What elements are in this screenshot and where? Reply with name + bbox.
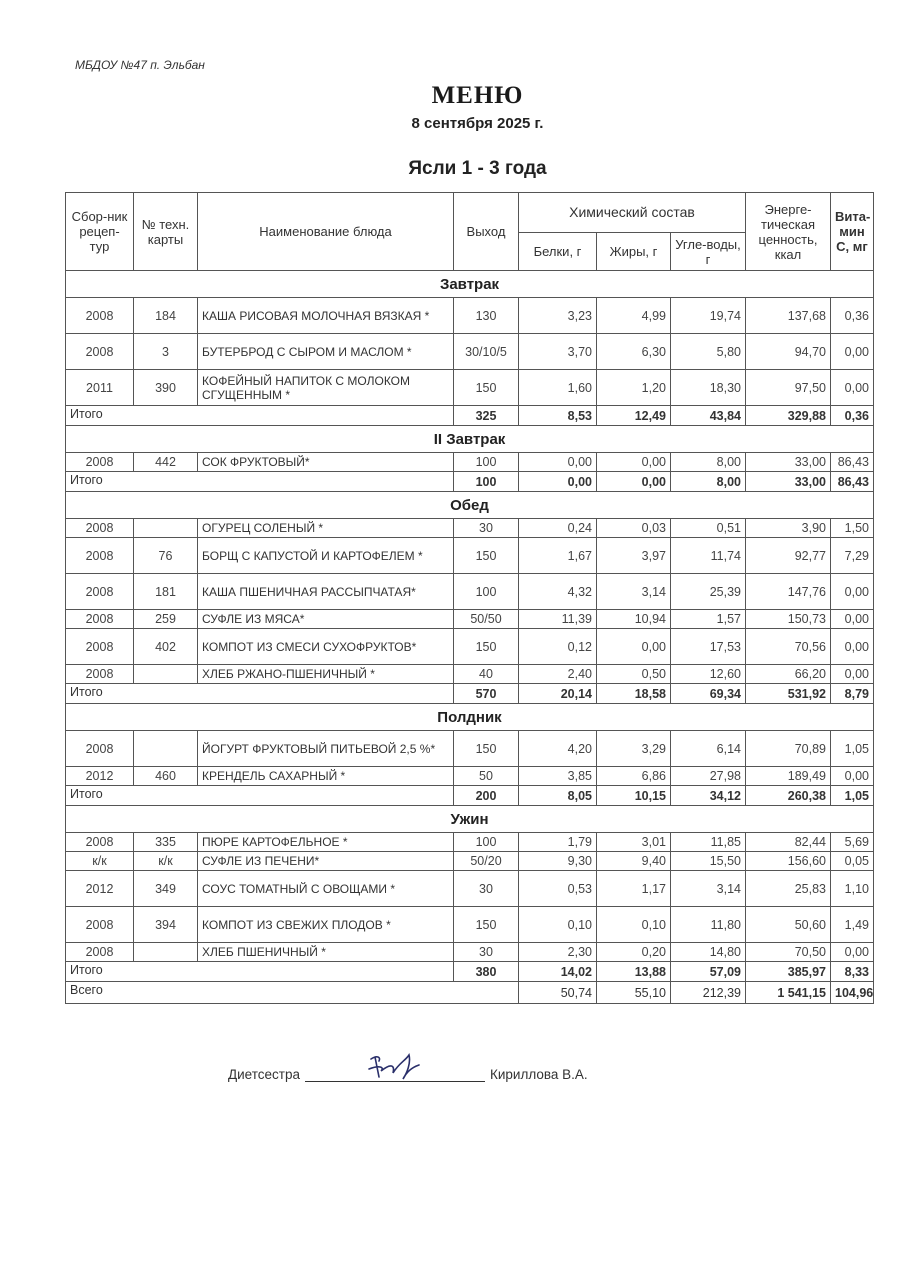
carbs-cell: 6,14 [671,731,746,767]
signature-line [305,1067,485,1082]
card-no-cell: 335 [134,833,198,852]
total-label: Итого [66,406,454,426]
proteins-cell: 9,30 [519,852,597,871]
total-energy: 531,92 [746,684,831,704]
energy-cell: 33,00 [746,453,831,472]
carbs-cell: 1,57 [671,610,746,629]
dish-row [66,907,874,943]
carbs-cell: 11,85 [671,833,746,852]
vitamin-c-cell: 0,00 [831,665,874,684]
energy-cell: 137,68 [746,298,831,334]
vitamin-c-cell: 0,00 [831,574,874,610]
energy-cell: 189,49 [746,767,831,786]
document-title: МЕНЮ [431,82,524,109]
fats-cell: 3,97 [597,538,671,574]
total-carbs: 34,12 [671,786,746,806]
collection-cell: 2011 [66,370,134,406]
total-proteins: 20,14 [519,684,597,704]
carbs-cell: 14,80 [671,943,746,962]
collection-cell: 2008 [66,334,134,370]
dish-row [66,767,874,786]
energy-cell: 70,89 [746,731,831,767]
output-cell: 100 [454,453,519,472]
output-cell: 150 [454,538,519,574]
card-no-cell: 390 [134,370,198,406]
fats-cell: 3,01 [597,833,671,852]
card-no-cell [134,519,198,538]
menu-table [65,192,874,1004]
grand-total-carbs: 212,39 [671,982,746,1004]
output-cell: 50/20 [454,852,519,871]
vitamin-c-cell: 0,00 [831,334,874,370]
carbs-cell: 19,74 [671,298,746,334]
total-energy: 260,38 [746,786,831,806]
section-total-row [66,406,874,426]
fats-cell: 4,99 [597,298,671,334]
vitamin-c-cell: 0,00 [831,610,874,629]
organization-name: МБДОУ №47 п. Эльбан [75,58,205,72]
vitamin-c-cell: 7,29 [831,538,874,574]
col-carbs: Угле-воды, г [671,233,746,271]
dish-row [66,370,874,406]
col-vitamin-c: Вита-мин С, мг [831,193,874,271]
dish-name-cell: СОК ФРУКТОВЫЙ* [198,453,454,472]
carbs-cell: 15,50 [671,852,746,871]
collection-cell: 2008 [66,833,134,852]
total-energy: 385,97 [746,962,831,982]
energy-cell: 70,56 [746,629,831,665]
table-header [66,193,874,271]
proteins-cell: 3,70 [519,334,597,370]
total-output: 200 [454,786,519,806]
col-output: Выход [454,193,519,271]
collection-cell: 2008 [66,907,134,943]
col-chem-composition: Химический состав [519,193,746,233]
dish-name-cell: ЙОГУРТ ФРУКТОВЫЙ ПИТЬЕВОЙ 2,5 %* [198,731,454,767]
proteins-cell: 0,24 [519,519,597,538]
dish-name-cell: СОУС ТОМАТНЫЙ С ОВОЩАМИ * [198,871,454,907]
output-cell: 40 [454,665,519,684]
proteins-cell: 11,39 [519,610,597,629]
card-no-cell: к/к [134,852,198,871]
proteins-cell: 2,40 [519,665,597,684]
dish-row [66,665,874,684]
output-cell: 150 [454,370,519,406]
card-no-cell: 442 [134,453,198,472]
proteins-cell: 0,10 [519,907,597,943]
energy-cell: 82,44 [746,833,831,852]
dish-name-cell: КОФЕЙНЫЙ НАПИТОК С МОЛОКОМ СГУЩЕННЫМ * [198,370,454,406]
carbs-cell: 27,98 [671,767,746,786]
energy-cell: 50,60 [746,907,831,943]
total-vitamin-c: 8,33 [831,962,874,982]
card-no-cell: 402 [134,629,198,665]
collection-cell: 2008 [66,610,134,629]
collection-cell: 2008 [66,453,134,472]
col-energy: Энерге-тическая ценность, ккал [746,193,831,271]
carbs-cell: 11,74 [671,538,746,574]
vitamin-c-cell: 0,36 [831,298,874,334]
dish-name-cell: ХЛЕБ РЖАНО-ПШЕНИЧНЫЙ * [198,665,454,684]
total-carbs: 57,09 [671,962,746,982]
total-output: 325 [454,406,519,426]
total-carbs: 43,84 [671,406,746,426]
section-total-row [66,684,874,704]
proteins-cell: 4,20 [519,731,597,767]
collection-cell: 2008 [66,519,134,538]
collection-cell: 2008 [66,298,134,334]
card-no-cell: 184 [134,298,198,334]
carbs-cell: 5,80 [671,334,746,370]
section-title: Обед [66,492,874,519]
fats-cell: 10,94 [597,610,671,629]
dish-row [66,629,874,665]
energy-cell: 94,70 [746,334,831,370]
section-total-row [66,962,874,982]
output-cell: 30 [454,943,519,962]
fats-cell: 1,17 [597,871,671,907]
carbs-cell: 18,30 [671,370,746,406]
dish-row [66,538,874,574]
output-cell: 30/10/5 [454,334,519,370]
total-label: Итого [66,472,454,492]
total-fats: 12,49 [597,406,671,426]
vitamin-c-cell: 1,05 [831,731,874,767]
dish-name-cell: КОМПОТ ИЗ СМЕСИ СУХОФРУКТОВ* [198,629,454,665]
dish-row [66,852,874,871]
signature-scribble-icon [365,1051,425,1081]
section-header-row [66,492,874,519]
dish-row [66,833,874,852]
output-cell: 30 [454,871,519,907]
total-energy: 33,00 [746,472,831,492]
card-no-cell: 349 [134,871,198,907]
col-dish-name: Наименование блюда [198,193,454,271]
vitamin-c-cell: 0,00 [831,767,874,786]
vitamin-c-cell: 5,69 [831,833,874,852]
output-cell: 130 [454,298,519,334]
total-proteins: 14,02 [519,962,597,982]
dish-row [66,943,874,962]
age-group: Ясли 1 - 3 года [408,158,547,179]
card-no-cell: 181 [134,574,198,610]
section-total-row [66,472,874,492]
dish-name-cell: ПЮРЕ КАРТОФЕЛЬНОЕ * [198,833,454,852]
section-title: II Завтрак [66,426,874,453]
proteins-cell: 0,12 [519,629,597,665]
fats-cell: 3,14 [597,574,671,610]
dish-row [66,519,874,538]
signature-block [228,1067,588,1082]
total-vitamin-c: 8,79 [831,684,874,704]
vitamin-c-cell: 86,43 [831,453,874,472]
vitamin-c-cell: 0,05 [831,852,874,871]
card-no-cell [134,943,198,962]
fats-cell: 0,10 [597,907,671,943]
total-fats: 0,00 [597,472,671,492]
total-label: Итого [66,962,454,982]
section-total-row [66,786,874,806]
signer-name: Кириллова В.А. [489,1067,588,1082]
grand-total-label: Всего [66,982,519,1004]
output-cell: 100 [454,833,519,852]
proteins-cell: 4,32 [519,574,597,610]
total-output: 100 [454,472,519,492]
vitamin-c-cell: 1,49 [831,907,874,943]
vitamin-c-cell: 1,10 [831,871,874,907]
section-title: Полдник [66,704,874,731]
fats-cell: 9,40 [597,852,671,871]
fats-cell: 0,50 [597,665,671,684]
dish-name-cell: СУФЛЕ ИЗ ПЕЧЕНИ* [198,852,454,871]
energy-cell: 66,20 [746,665,831,684]
carbs-cell: 11,80 [671,907,746,943]
output-cell: 150 [454,907,519,943]
proteins-cell: 2,30 [519,943,597,962]
dish-row [66,731,874,767]
card-no-cell: 259 [134,610,198,629]
col-card-no: № техн. карты [134,193,198,271]
collection-cell: к/к [66,852,134,871]
output-cell: 150 [454,629,519,665]
output-cell: 100 [454,574,519,610]
total-proteins: 8,05 [519,786,597,806]
dish-name-cell: КАША ПШЕНИЧНАЯ РАССЫПЧАТАЯ* [198,574,454,610]
dish-row [66,298,874,334]
output-cell: 50 [454,767,519,786]
total-fats: 10,15 [597,786,671,806]
vitamin-c-cell: 1,50 [831,519,874,538]
total-vitamin-c: 86,43 [831,472,874,492]
total-carbs: 69,34 [671,684,746,704]
vitamin-c-cell: 0,00 [831,943,874,962]
fats-cell: 6,86 [597,767,671,786]
grand-total-energy: 1 541,15 [746,982,831,1004]
total-vitamin-c: 1,05 [831,786,874,806]
proteins-cell: 1,79 [519,833,597,852]
dish-name-cell: БУТЕРБРОД С СЫРОМ И МАСЛОМ * [198,334,454,370]
output-cell: 150 [454,731,519,767]
proteins-cell: 0,53 [519,871,597,907]
fats-cell: 3,29 [597,731,671,767]
energy-cell: 3,90 [746,519,831,538]
energy-cell: 156,60 [746,852,831,871]
energy-cell: 150,73 [746,610,831,629]
dish-name-cell: ОГУРЕЦ СОЛЕНЫЙ * [198,519,454,538]
grand-total-proteins: 50,74 [519,982,597,1004]
section-header-row [66,704,874,731]
fats-cell: 0,03 [597,519,671,538]
collection-cell: 2008 [66,731,134,767]
section-title: Ужин [66,806,874,833]
card-no-cell: 3 [134,334,198,370]
vitamin-c-cell: 0,00 [831,629,874,665]
proteins-cell: 1,60 [519,370,597,406]
energy-cell: 25,83 [746,871,831,907]
card-no-cell: 394 [134,907,198,943]
energy-cell: 97,50 [746,370,831,406]
col-collection: Сбор-ник рецеп-тур [66,193,134,271]
section-title: Завтрак [66,271,874,298]
fats-cell: 1,20 [597,370,671,406]
collection-cell: 2012 [66,767,134,786]
collection-cell: 2012 [66,871,134,907]
total-proteins: 0,00 [519,472,597,492]
carbs-cell: 17,53 [671,629,746,665]
total-label: Итого [66,684,454,704]
fats-cell: 0,20 [597,943,671,962]
signer-role: Диетсестра [228,1067,300,1082]
total-fats: 13,88 [597,962,671,982]
dish-row [66,453,874,472]
total-output: 380 [454,962,519,982]
menu-date: 8 сентября 2025 г. [411,115,544,132]
proteins-cell: 1,67 [519,538,597,574]
dish-name-cell: КРЕНДЕЛЬ САХАРНЫЙ * [198,767,454,786]
section-header-row [66,271,874,298]
proteins-cell: 0,00 [519,453,597,472]
carbs-cell: 12,60 [671,665,746,684]
carbs-cell: 3,14 [671,871,746,907]
vitamin-c-cell: 0,00 [831,370,874,406]
collection-cell: 2008 [66,574,134,610]
dish-row [66,871,874,907]
energy-cell: 70,50 [746,943,831,962]
section-header-row [66,426,874,453]
energy-cell: 92,77 [746,538,831,574]
dish-row [66,574,874,610]
total-label: Итого [66,786,454,806]
total-carbs: 8,00 [671,472,746,492]
fats-cell: 6,30 [597,334,671,370]
card-no-cell [134,665,198,684]
dish-row [66,334,874,370]
dish-name-cell: БОРЩ С КАПУСТОЙ И КАРТОФЕЛЕМ * [198,538,454,574]
section-header-row [66,806,874,833]
energy-cell: 147,76 [746,574,831,610]
grand-total-vitamin-c: 104,96 [831,982,874,1004]
card-no-cell [134,731,198,767]
output-cell: 30 [454,519,519,538]
table-body [66,271,874,1004]
dish-name-cell: СУФЛЕ ИЗ МЯСА* [198,610,454,629]
proteins-cell: 3,23 [519,298,597,334]
carbs-cell: 8,00 [671,453,746,472]
dish-row [66,610,874,629]
carbs-cell: 0,51 [671,519,746,538]
collection-cell: 2008 [66,943,134,962]
total-proteins: 8,53 [519,406,597,426]
col-fats: Жиры, г [597,233,671,271]
collection-cell: 2008 [66,629,134,665]
collection-cell: 2008 [66,538,134,574]
fats-cell: 0,00 [597,629,671,665]
collection-cell: 2008 [66,665,134,684]
grand-total-fats: 55,10 [597,982,671,1004]
output-cell: 50/50 [454,610,519,629]
col-proteins: Белки, г [519,233,597,271]
total-fats: 18,58 [597,684,671,704]
grand-total-row [66,982,874,1004]
total-vitamin-c: 0,36 [831,406,874,426]
dish-name-cell: КОМПОТ ИЗ СВЕЖИХ ПЛОДОВ * [198,907,454,943]
proteins-cell: 3,85 [519,767,597,786]
dish-name-cell: КАША РИСОВАЯ МОЛОЧНАЯ ВЯЗКАЯ * [198,298,454,334]
carbs-cell: 25,39 [671,574,746,610]
card-no-cell: 76 [134,538,198,574]
dish-name-cell: ХЛЕБ ПШЕНИЧНЫЙ * [198,943,454,962]
card-no-cell: 460 [134,767,198,786]
total-energy: 329,88 [746,406,831,426]
fats-cell: 0,00 [597,453,671,472]
total-output: 570 [454,684,519,704]
